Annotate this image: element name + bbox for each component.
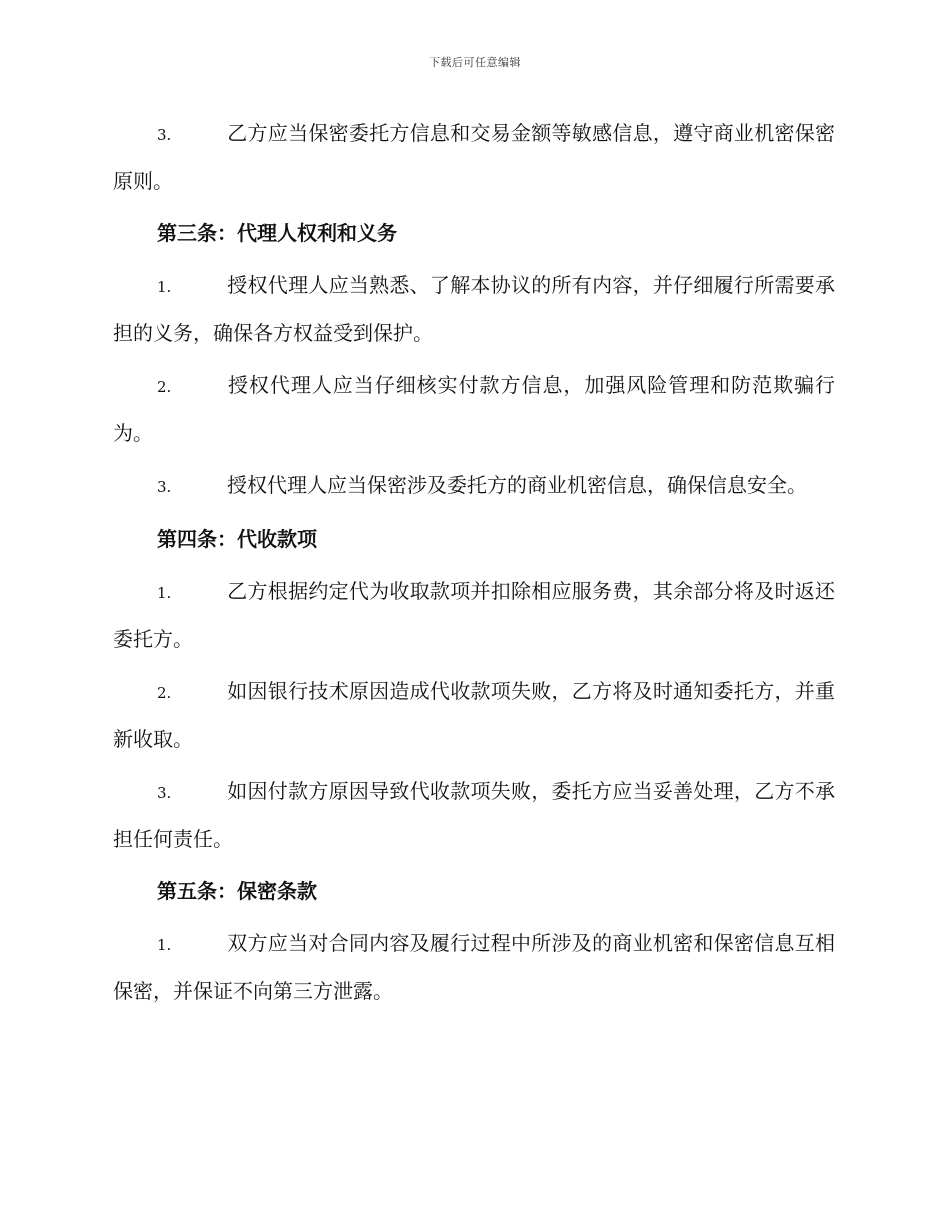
clause-text: 乙方根据约定代为收取款项并扣除相应服务费，其余部分将及时返还委托方。	[113, 579, 835, 651]
clause-text: 如因付款方原因导致代收款项失败，委托方应当妥善处理，乙方不承担任何责任。	[113, 779, 835, 851]
clause-number: 1.	[157, 584, 172, 602]
clause-text: 双方应当对合同内容及履行过程中所涉及的商业机密和保密信息互相保密，并保证不向第三方泄露。	[113, 931, 835, 1003]
clause-3-3	[113, 462, 835, 510]
clause-5-1	[113, 920, 835, 1014]
clause-3-2	[113, 362, 835, 456]
clause-number: 1.	[157, 278, 172, 296]
clause-number: 1.	[157, 936, 172, 954]
document-body	[113, 110, 835, 1020]
clause-2-3	[113, 110, 835, 204]
clause-text: 乙方应当保密委托方信息和交易金额等敏感信息，遵守商业机密保密原则。	[113, 121, 835, 193]
clause-3-1	[113, 262, 835, 356]
clause-4-2	[113, 668, 835, 762]
section-title-article-5: 第五条：保密条款	[157, 879, 317, 903]
section-title-article-3: 第三条：代理人权利和义务	[157, 221, 397, 245]
clause-text: 授权代理人应当熟悉、了解本协议的所有内容，并仔细履行所需要承担的义务，确保各方权益受到保护。	[113, 273, 835, 345]
clause-text: 如因银行技术原因造成代收款项失败，乙方将及时通知委托方，并重新收取。	[113, 679, 835, 751]
clause-number: 3.	[157, 784, 172, 802]
clause-number: 2.	[157, 684, 172, 702]
page-header-note: 下载后可任意编辑	[429, 56, 521, 69]
clause-4-1	[113, 568, 835, 662]
clause-text: 授权代理人应当保密涉及委托方的商业机密信息，确保信息安全。	[227, 473, 807, 497]
clause-4-3	[113, 768, 835, 862]
clause-text: 授权代理人应当仔细核实付款方信息，加强风险管理和防范欺骗行为。	[113, 373, 835, 445]
section-title-article-4: 第四条：代收款项	[157, 527, 317, 551]
clause-number: 3.	[157, 478, 172, 496]
clause-number: 3.	[157, 126, 172, 144]
clause-number: 2.	[157, 378, 172, 396]
